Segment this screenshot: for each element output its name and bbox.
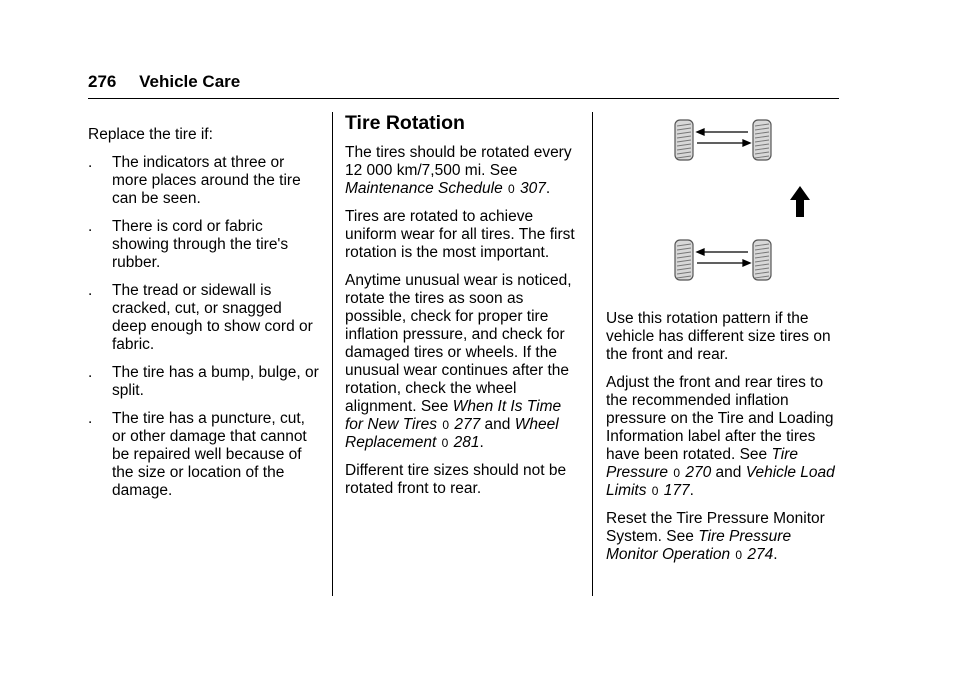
column-divider-2 xyxy=(592,112,593,596)
page-ref-number: 274 xyxy=(747,546,774,563)
new-tires-link[interactable]: When It Is Time for New Tires xyxy=(345,398,562,433)
page-ref-number: 277 xyxy=(454,416,481,433)
bullet-marker: . xyxy=(88,410,93,427)
page-ref-number: 177 xyxy=(663,482,690,499)
wheel-replacement-link[interactable]: Wheel Replacement xyxy=(345,416,559,451)
uniform-wear-paragraph: Tires are rotated to achieve uniform wear for all tires. The first rotation is the most important. xyxy=(345,208,575,261)
list-item xyxy=(88,154,320,208)
section-title: Vehicle Care xyxy=(139,72,241,91)
rotation-interval-paragraph: The tires should be rotated every 12 000 km/7,500 mi. See Maintenance Schedule 0 307. xyxy=(345,144,572,197)
front-right-tire-icon xyxy=(753,120,771,160)
list-item xyxy=(88,218,320,272)
tpms-operation-link[interactable]: Tire Pressure Monitor Operation xyxy=(606,528,792,563)
page-header xyxy=(88,72,240,92)
list-item xyxy=(88,282,320,354)
bullet-marker: . xyxy=(88,218,93,235)
page-ref-number: 270 xyxy=(685,464,712,481)
right-column xyxy=(606,310,842,574)
page-ref-arrow-icon: 0 xyxy=(442,418,450,432)
page-ref-number: 281 xyxy=(453,434,480,451)
tire-rotation-diagram xyxy=(660,118,810,288)
list-item xyxy=(88,364,320,400)
replace-conditions-list xyxy=(88,154,320,500)
unusual-wear-paragraph: Anytime unusual wear is noticed, rotate the tires as soon as possible, check for proper tire inflation pressure, and check for damaged tires or wheels. If the unusual wear continues after the rotation, check the wheel alignment. See When It Is Time for New Tires 0 277 and Wheel Replacement 0 281. xyxy=(345,272,572,451)
list-item-text: There is cord or fabric showing through the tire's rubber. xyxy=(112,218,289,271)
rear-left-tire-icon xyxy=(675,240,693,280)
list-item-text: The tread or sidewall is cracked, cut, or snagged deep enough to show cord or fabric. xyxy=(112,282,313,353)
page-ref-number: 307 xyxy=(520,180,546,197)
page-ref-arrow-icon: 0 xyxy=(441,436,449,450)
page-number: 276 xyxy=(88,72,117,91)
replace-intro: Replace the tire if: xyxy=(88,126,213,143)
bullet-marker: . xyxy=(88,154,93,171)
page-ref-arrow-icon: 0 xyxy=(508,182,515,196)
bullet-marker: . xyxy=(88,364,93,381)
bullet-marker: . xyxy=(88,282,93,299)
section-heading: Tire Rotation xyxy=(345,112,465,134)
list-item-text: The tire has a puncture, cut, or other damage that cannot be repaired well because of the size or location of the damage. xyxy=(112,410,307,499)
list-item-text: The tire has a bump, bulge, or split. xyxy=(112,364,319,399)
adjust-pressure-paragraph: Adjust the front and rear tires to the recommended inflation pressure on the Tire and Loading Information label after the tires have been rotated. See Tire Pressure 0 270 and Vehicle Load Limits 0 177. xyxy=(606,374,835,499)
tire-pressure-link[interactable]: Tire Pressure xyxy=(606,446,799,481)
rotation-pattern-paragraph: Use this rotation pattern if the vehicle has different size tires on the front and rear. xyxy=(606,310,831,363)
tire-sizes-paragraph: Different tire sizes should not be rotated front to rear. xyxy=(345,462,567,497)
page-ref-arrow-icon: 0 xyxy=(735,548,743,562)
reset-tpms-paragraph: Reset the Tire Pressure Monitor System. See Tire Pressure Monitor Operation 0 274. xyxy=(606,510,825,563)
left-column xyxy=(88,126,320,510)
page-ref-arrow-icon: 0 xyxy=(673,466,681,480)
vehicle-load-limits-link[interactable]: Vehicle Load Limits xyxy=(606,464,835,499)
header-rule xyxy=(88,98,839,99)
front-left-tire-icon xyxy=(675,120,693,160)
list-item xyxy=(88,410,320,500)
page-ref-arrow-icon: 0 xyxy=(651,484,659,498)
vehicle-front-arrow-icon xyxy=(790,186,810,217)
column-divider-1 xyxy=(332,112,333,596)
rear-right-tire-icon xyxy=(753,240,771,280)
list-item-text: The indicators at three or more places around the tire can be seen. xyxy=(112,154,301,207)
maintenance-schedule-link[interactable]: Maintenance Schedule xyxy=(345,180,503,197)
middle-column xyxy=(345,112,580,508)
